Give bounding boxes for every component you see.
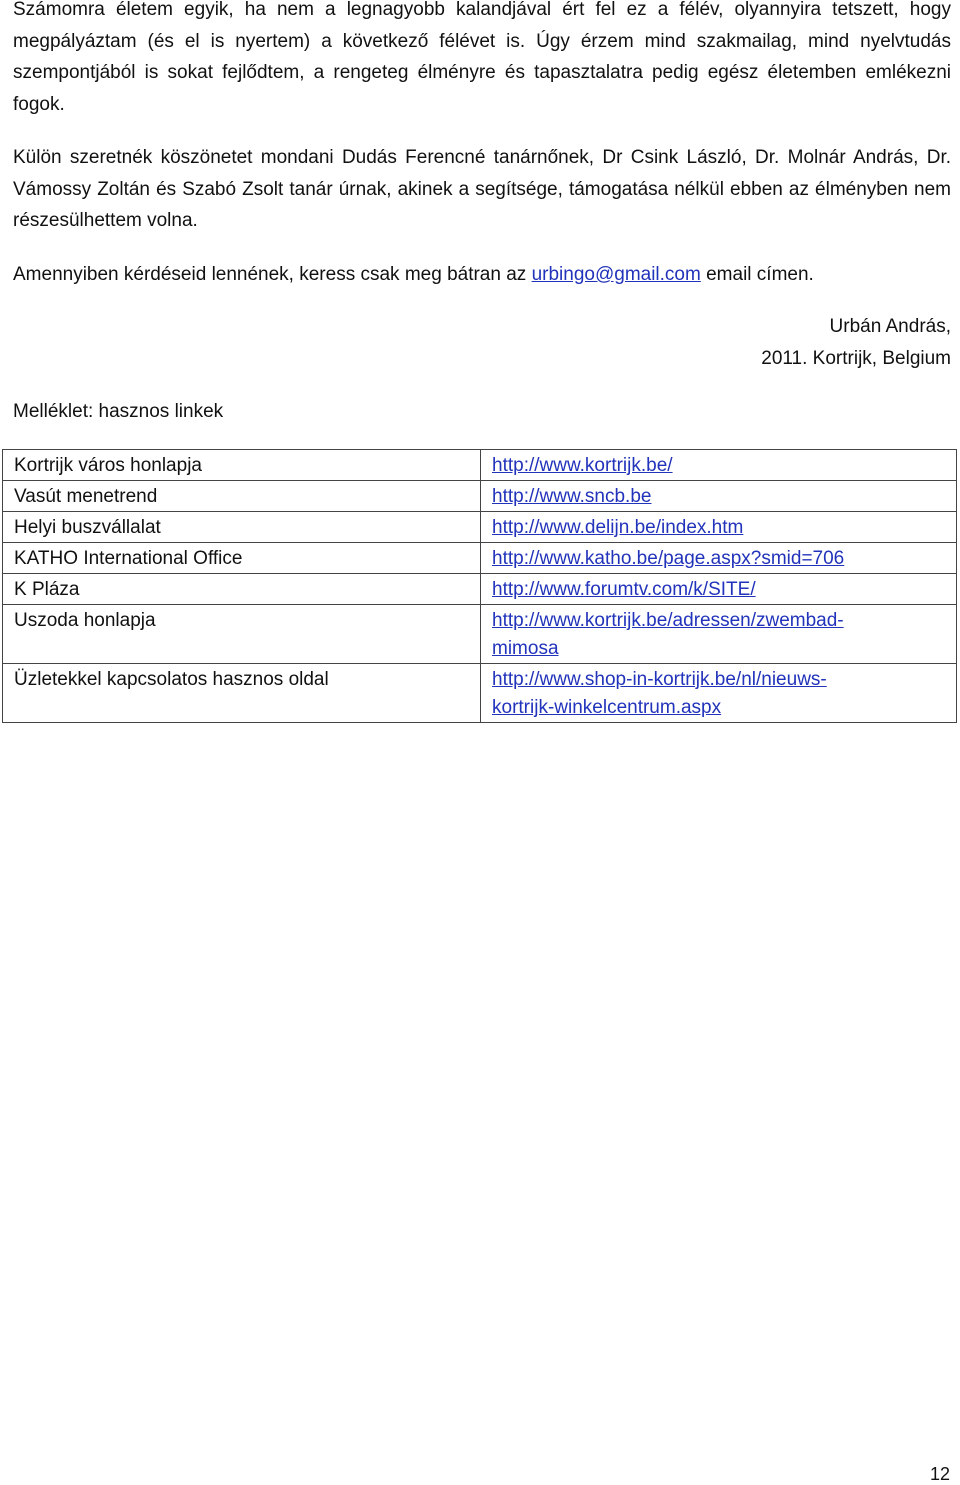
link-label: Helyi buszvállalat — [3, 512, 481, 543]
link-url[interactable]: http://www.forumtv.com/k/SITE/ — [492, 579, 756, 600]
table-row — [3, 543, 957, 574]
link-label: Kortrijk város honlapja — [3, 450, 481, 481]
link-url[interactable]: http://www.delijn.be/index.htm — [492, 517, 744, 538]
appendix-title: Melléklet: hasznos linkek — [13, 401, 224, 422]
link-cell — [481, 664, 957, 723]
signature-place-date: 2011. Kortrijk, Belgium — [761, 348, 951, 369]
paragraph-experience: Számomra életem egyik, ha nem a legnagyobb kalandjával ért fel ez a félév, olyannyira tetszett, hogy megpályáztam (és el is nyertem) a következő félévet is. Úgy érzem mind szakmailag, mind nyelvtudás szempontjából is sokat fejlődtem, a rengeteg élményre és tapasztalatra pedig egész életemben emlékezni fogok. — [13, 0, 951, 115]
table-row — [3, 605, 957, 664]
link-cell — [481, 574, 957, 605]
table-row — [3, 481, 957, 512]
page-number: 12 — [929, 1464, 950, 1484]
link-url[interactable]: http://www.kortrijk.be/ — [492, 455, 673, 476]
link-label: Uszoda honlapja — [3, 605, 481, 664]
link-url[interactable]: http://www.katho.be/page.aspx?smid=706 — [492, 548, 845, 569]
link-label: K Pláza — [3, 574, 481, 605]
link-cell — [481, 481, 957, 512]
link-cell — [481, 450, 957, 481]
link-url[interactable]: http://www.kortrijk.be/adressen/zwembad- mimosa — [492, 610, 844, 659]
table-row — [3, 574, 957, 605]
contact-text: Amennyiben kérdéseid lennének, keress csak meg bátran az — [13, 264, 532, 285]
contact-text-end: email címen. — [700, 264, 814, 285]
table-row — [3, 664, 957, 723]
link-label: Üzletekkel kapcsolatos hasznos oldal — [3, 664, 481, 723]
link-cell — [481, 543, 957, 574]
email-link[interactable]: urbingo@gmail.com — [531, 264, 701, 285]
table-row — [3, 512, 957, 543]
link-label: Vasút menetrend — [3, 481, 481, 512]
link-url[interactable]: http://www.shop-in-kortrijk.be/nl/nieuws- kortrijk-winkelcentrum.aspx — [492, 669, 827, 718]
link-url[interactable]: http://www.sncb.be — [492, 486, 652, 507]
link-cell — [481, 512, 957, 543]
signature-name: Urbán András, — [829, 316, 951, 337]
paragraph-thanks: Külön szeretnék köszönetet mondani Dudás Ferencné tanárnőnek, Dr Csink László, Dr. Molnár András, Dr. Vámossy Zoltán és Szabó Zsolt tanár úrnak, akinek a segítsége, támogatása nélkül ebben az élményben nem részesülhettem volna. — [13, 147, 951, 231]
links-table — [2, 449, 957, 723]
link-cell — [481, 605, 957, 664]
link-label: KATHO International Office — [3, 543, 481, 574]
paragraph-contact — [13, 259, 951, 291]
table-row — [3, 450, 957, 481]
